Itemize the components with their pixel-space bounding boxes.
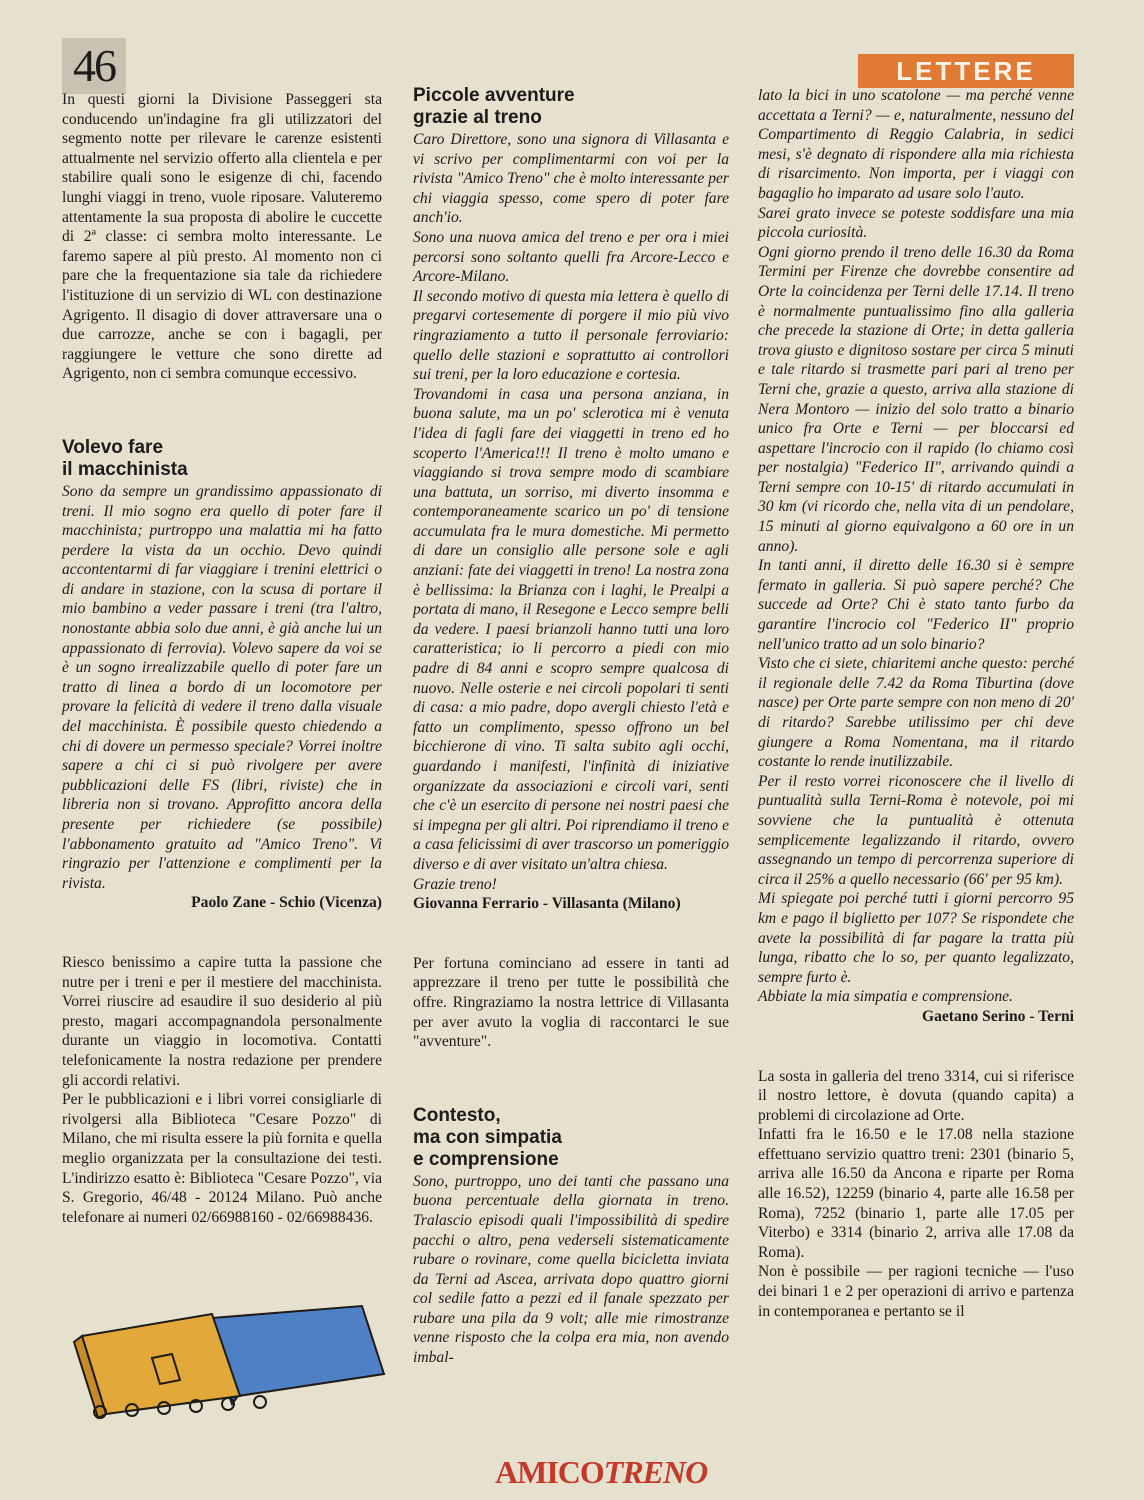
letter-text: Visto che ci siete, chiaritemi anche questo: perché il regionale delle 7.42 da Roma Tiburtina (dove nasce) per Orte parte sempre con non meno di 20' di ritardo? Sarebbe utilissimo per chi deve giungere a Roma Nomentana, ma il ritardo costante lo rende inutilizzabile. bbox=[758, 655, 1074, 771]
letter-heading: Volevo fare bbox=[62, 436, 164, 458]
letter-text: Sono una nuova amica del treno e per ora i miei percorsi sono soltanto quelli fra Arcore-Lecco e Arcore-Milano. bbox=[413, 228, 729, 286]
letter-text: Trovandomi in casa una persona anziana, in buona salute, ma un po' sclerotica mi è venuta l'idea di fagli fare dei viaggetti in treno ed ho scoperto l'America!!! Il treno è molto umano e viaggiando si trova sempre modo di scambiare una battuta, un sorriso, mi diverto insomma e contemporaneamente scarico un po' di tensione accumulata fra le mura domestiche. Mi permetto di dare un consiglio alle persone sole e agli anziani: fate dei viaggetti in treno! La nostra zona è bellissima: la Brianza con i laghi, le Prealpi a portata di mano, il Resegone e Lecco sempre belli da vedere. I paesi brianzoli hanno tutti una loro caratteristica; io li percorro a piedi con mio padre di 84 anni e scopro sempre qualcosa di nuovo. Nelle osterie e nei circoli popolari ti senti di casa: a mio padre, dopo avergli chiesto l'età e fatto un complimento, spesso offrono un bel bicchierone di vino. Ti salta subito agli occhi, guardando i manifesti, l'infinità di iniziative organizzate da associazioni e circoli vari, senti che c'è un esercito di persone nei nostri paesi che si impegna per gli altri. Poi riprendiamo il treno e a casa felicissimi di aver trascorso un pomeriggio diverso e di aver visitato un'altra chiesa. bbox=[413, 385, 729, 873]
letter-text: Caro Direttore, sono una signora di Villasanta e vi scrivo per complimentarmi con voi per la rivista "Amico Treno" che è molto interessante per chi viaggia spesso, come spero di poter fare anch'io. bbox=[413, 131, 729, 227]
reply-paragraph: Non è possibile — per ragioni tecniche — l'uso dei binari 1 e 2 per operazioni di arrivo e partenza in contemporanea e pertanto se il bbox=[758, 1263, 1074, 1320]
letter-text: Ogni giorno prendo il treno delle 16.30 da Roma Termini per Firenze che dovrebbe consentire ad Orte la coincidenza per Terni delle 17.14. Il treno è normalmente puntualissimo fino alla galleria che precede la stazione di Orte; in detta galleria trova giusto e dignitoso sostare per circa 5 minuti e tale ritardo si trasmette pari pari al treno per Terni che, grazie a questo, arriva alla stazione di Nera Montoro — inizio del solo tratto a binario unico fra Orte e Terni — per bloccarsi ed aspettare l'incrocio con il rapido (lo chiamo così per nostalgia) "Federico II", arrivando quindi a Terni sempre con 10-15' di ritardo accumulati in 30 km (vi ricordo che, nella vita di un pendolare, 15 minuti al giorno equivalgono a 60 ore in un anno). bbox=[758, 243, 1074, 555]
column-2 bbox=[413, 86, 729, 1368]
letter-text: In tanti anni, il diretto delle 16.30 si è sempre fermato in galleria. Si può sapere perché? Che succede ad Orte? Chi è stato tanto furbo da garantire l'incrocio col "Federico II" proprio nell'unico tratto ad un solo binario? bbox=[758, 557, 1074, 653]
letter-heading: il macchinista bbox=[62, 458, 188, 480]
column-3 bbox=[758, 86, 1074, 1321]
section-tag: LETTERE bbox=[858, 54, 1074, 88]
logo-part-treno: TRENO bbox=[603, 1454, 708, 1490]
letter-heading: ma con simpatia bbox=[413, 1126, 562, 1148]
logo-part-amico: AMICO bbox=[495, 1454, 604, 1490]
letter-text: Sono da sempre un grandissimo appassionato di treni. Il mio sogno era quello di poter fare il macchinista; purtroppo una malattia mi ha fatto perdere la vista da un occhio. Devo quindi accontentarmi di far viaggiare i trenini elettrici o di andare in stazione, con la scusa di portare il mio bambino a veder passare i treni (tra l'altro, nonostante abbia solo due anni, è già anche lui un appassionato di ferrovia). Volevo sapere da voi se è un sogno irrealizzabile quello di poter fare un tratto di linea a bordo di un locomotore per provare la felicità di vedere il treno dalla visuale del macchinista. È possibile questo chiedendo a chi di dovere un permesso speciale? Vorrei inoltre sapere a chi ci si può rivolgere per avere pubblicazioni delle FS (libri, riviste) che in libreria non si trovano. Approfitto ancora della presente per richiedere (se possibile) l'abbonamento gratuito ad "Amico Treno". Vi ringrazio per l'attenzione e complimenti per la rivista. bbox=[62, 482, 382, 892]
letter-heading: grazie al treno bbox=[413, 107, 542, 128]
reply-paragraph: Infatti fra le 16.50 e le 17.08 nella stazione effettuano servizio quattro treni: 2301 (binario 5, arriva alle 16.50 da Ancona e riparte per Roma alle 16.52), 12259 (binario 4, parte alle 16.58 per Roma), 7252 (binario 1, parte alle 17.05 per Viterbo) e 3314 (binario 2, arriva alle 17.08 da Roma). bbox=[758, 1126, 1074, 1261]
reply-paragraph: In questi giorni la Divisione Passeggeri sta conducendo un'indagine fra gli utilizzatori del segmento notte per rilevare le carenze esistenti attualmente nel servizio offerto alla clientela e per stabilire quali sono le esigenze di chi, facendo lunghi viaggi in treno, vuole riposare. Valuteremo attentamente la sua proposta di abolire le cuccette di 2ª classe: ci sembra molto interessante. Le faremo sapere al più presto. Al momento non ci pare che la frequentazione sia tale da richiedere l'istituzione di un servizio di WL con destinazione Agrigento. Il disagio di dover attraversare una o due carrozze, anche se con i bagagli, per raggiungere le vetture che sono dirette ad Agrigento, non ci sembra comunque eccessivo. bbox=[62, 91, 382, 383]
letter-signature: Gaetano Serino - Terni bbox=[921, 1007, 1074, 1025]
page-number: 46 bbox=[62, 38, 126, 94]
magazine-logo bbox=[495, 1454, 708, 1491]
letter-text: Sarei grato invece se poteste soddisfare una mia piccola curiosità. bbox=[758, 204, 1074, 242]
letter-text: Sono, purtroppo, uno dei tanti che passano una buona percentuale della giornata in treno. Tralascio episodi quali l'impossibilità di spedire pacchi o altro, pena vederseli sistematicamente rubare o rovinare, come quella bicicletta inviata da Terni ad Ascea, arrivata dopo quattro giorni col sedile fatto a pezzi ed il fanale spezzato per rubare una pila da 9 volt; alle mie rimostranze venne risposto che la colpa era mia, non avendo imbal- bbox=[413, 1172, 729, 1367]
letter-text: Il secondo motivo di questa mia lettera è quello di pregarvi cortesemente di porgere il mio più vivo ringraziamento a tutto il personale ferroviario: quello delle stazioni e soprattutto ai controllori sui treni, per la loro educazione e cortesia. bbox=[413, 287, 729, 384]
letter-heading: Contesto, bbox=[413, 1104, 501, 1126]
letter-heading: e comprensione bbox=[413, 1148, 559, 1170]
yellow-book-icon bbox=[74, 1314, 240, 1418]
letter-signature: Giovanna Ferrario - Villasanta (Milano) bbox=[413, 895, 681, 913]
letter-text: Abbiate la mia simpatia e comprensione. bbox=[758, 988, 1013, 1006]
letter-text: Grazie treno! bbox=[413, 875, 497, 893]
letter-text: Per il resto vorrei riconoscere che il livello di puntualità sulla Terni-Roma è notevole, poi mi sovviene che la puntualità è ottenuta semplicemente legalizzando il ritardo, ovvero assegnando un tempo di percorrenza superiore di circa il 25% a quello necessario (66' per 95 km). bbox=[758, 772, 1074, 888]
books-illustration bbox=[62, 1296, 402, 1420]
letter-signature: Paolo Zane - Schio (Vicenza) bbox=[191, 894, 382, 912]
reply-paragraph: Per le pubblicazioni e i libri vorrei consigliarle di rivolgersi alla Biblioteca "Cesare Pozzo" di Milano, che mi risulta essere la più fornita e quella meglio organizzata per la consultazione dei testi. L'indirizzo esatto è: Biblioteca "Cesare Pozzo", via S. Gregorio, 46/48 - 20124 Milano. Può anche telefonare ai numeri 02/66988160 - 02/66988436. bbox=[62, 1091, 382, 1226]
reply-paragraph: La sosta in galleria del treno 3314, cui si riferisce il nostro lettore, è dovuta (quando capita) a problemi di circolazione ad Orte. bbox=[758, 1067, 1074, 1124]
column-1 bbox=[62, 90, 382, 1227]
letter-heading: Piccole avventure bbox=[413, 85, 575, 106]
letter-text: lato la bici in uno scatolone — ma perché venne accettata a Terni? — e, naturalmente, nessuno del Compartimento di Reggio Calabria, in sedici mesi, s'è degnato di rispondere alla mia richiesta di risarcimento. Non importa, per i viaggi con bagaglio ho imparato ad usare solo l'auto. bbox=[758, 87, 1074, 202]
reply-paragraph: Riesco benissimo a capire tutta la passione che nutre per i treni e per il mestiere del macchinista. Vorrei riuscire ad esaudire il suo desiderio al più presto, magari accompagnandola personalmente durante un viaggio in locomotiva. Contatti telefonicamente la nostra redazione per prendere gli accordi relativi. bbox=[62, 953, 382, 1089]
reply-paragraph: Per fortuna cominciano ad essere in tanti ad apprezzare il treno per tutte le possibilità che offre. Ringraziamo la nostra lettrice di Villasanta per aver avuto la voglia di raccontarci le sue "avventure". bbox=[413, 954, 729, 1051]
letter-text: Mi spiegate poi perché tutti i giorni percorro 95 km e pago il biglietto per 107? Se rispondete che avete la possibilità di far pagare la tratta più lunga, ribatto che lo so, per quanto legalizzato, sempre furto è. bbox=[758, 890, 1074, 986]
